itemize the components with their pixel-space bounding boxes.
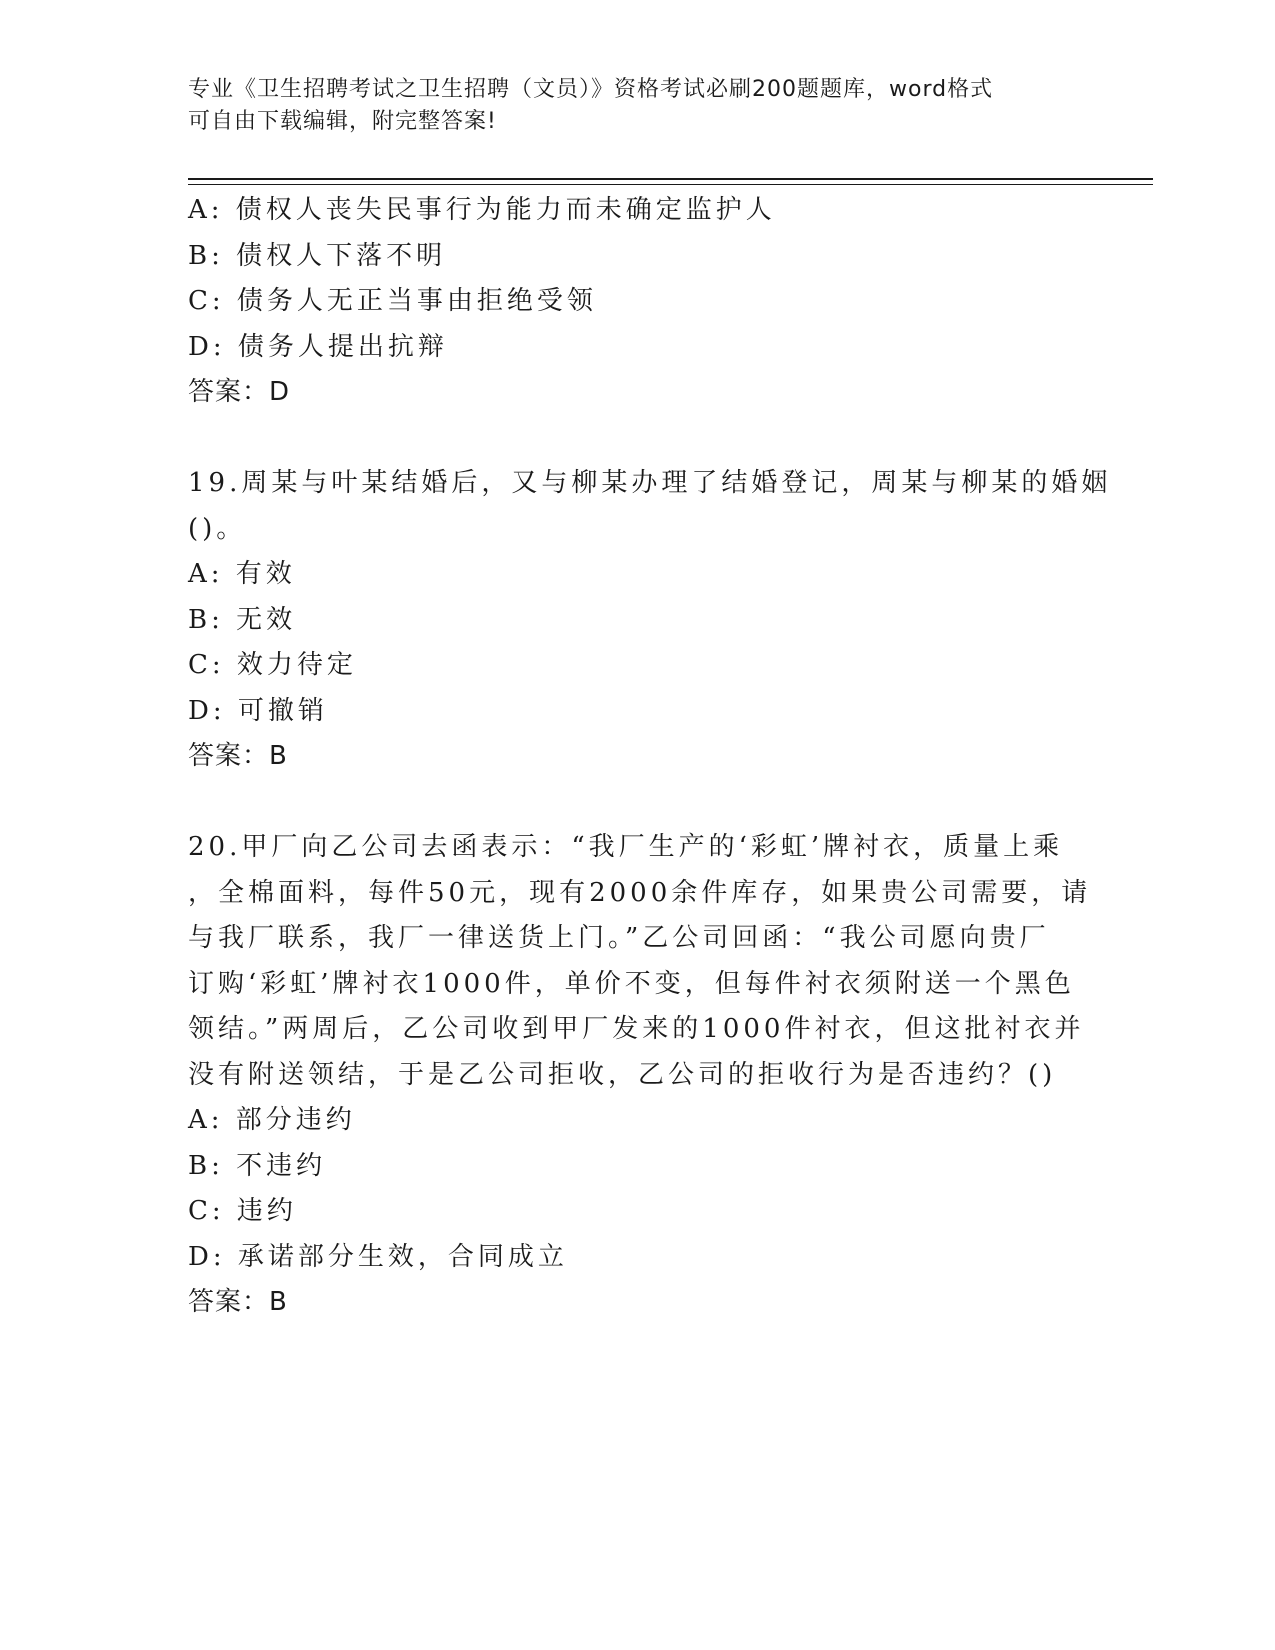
question-stem-line: 领结。”两周后，乙公司收到甲厂发来的1000件衬衣，但这批衬衣并 [188,1014,1085,1044]
document-body [188,188,1112,1326]
document-header [188,74,1068,138]
option-c: C: 效力待定 [188,650,357,680]
option-b: B: 无效 [188,604,297,635]
answer: 答案：D [188,377,291,407]
question-19 [188,461,1112,780]
option-a: A: 部分违约 [188,1105,356,1135]
question-stem-line: 没有附送领结，于是乙公司拒收，乙公司的拒收行为是否违约？() [188,1059,1057,1090]
header-rule-thick [188,178,1153,180]
question-stem-line: ()。 [188,513,247,544]
question-stem-line: ，全棉面料，每件50元，现有2000余件库存，如果贵公司需要，请 [188,877,1092,908]
answer: 答案：B [188,1287,288,1317]
question-stem-line: 19.周某与叶某结婚后，又与柳某办理了结婚登记，周某与柳某的婚姻 [188,468,1112,498]
option-d: D: 债务人提出抗辩 [188,331,448,362]
question-stem-line: 20.甲厂向乙公司去函表示：“我厂生产的‘彩虹’牌衬衣，质量上乘 [188,832,1064,862]
header-line-1: 专业《卫生招聘考试之卫生招聘（文员）》资格考试必刷200题题库，word格式 [188,77,994,102]
option-c: C: 违约 [188,1196,297,1226]
question-stem-line: 与我厂联系，我厂一律送货上门。”乙公司回函：“我公司愿向贵厂 [188,923,1050,953]
option-a: A: 有效 [188,559,296,589]
option-d: D: 承诺部分生效，合同成立 [188,1241,568,1272]
option-a: A: 债权人丧失民事行为能力而未确定监护人 [188,195,776,225]
option-b: B: 不违约 [188,1150,327,1181]
option-d: D: 可撤销 [188,695,328,726]
option-b: B: 债权人下落不明 [188,240,447,271]
header-rule-thin [188,184,1153,185]
question-20 [188,825,1092,1326]
header-line-2: 可自由下载编辑，附完整答案! [188,109,497,134]
question-18 [188,188,1088,416]
question-stem-line: 订购‘彩虹’牌衬衣1000件，单价不变，但每件衬衣须附送一个黑色 [188,968,1075,999]
option-c: C: 债务人无正当事由拒绝受领 [188,286,597,316]
answer: 答案：B [188,741,288,771]
